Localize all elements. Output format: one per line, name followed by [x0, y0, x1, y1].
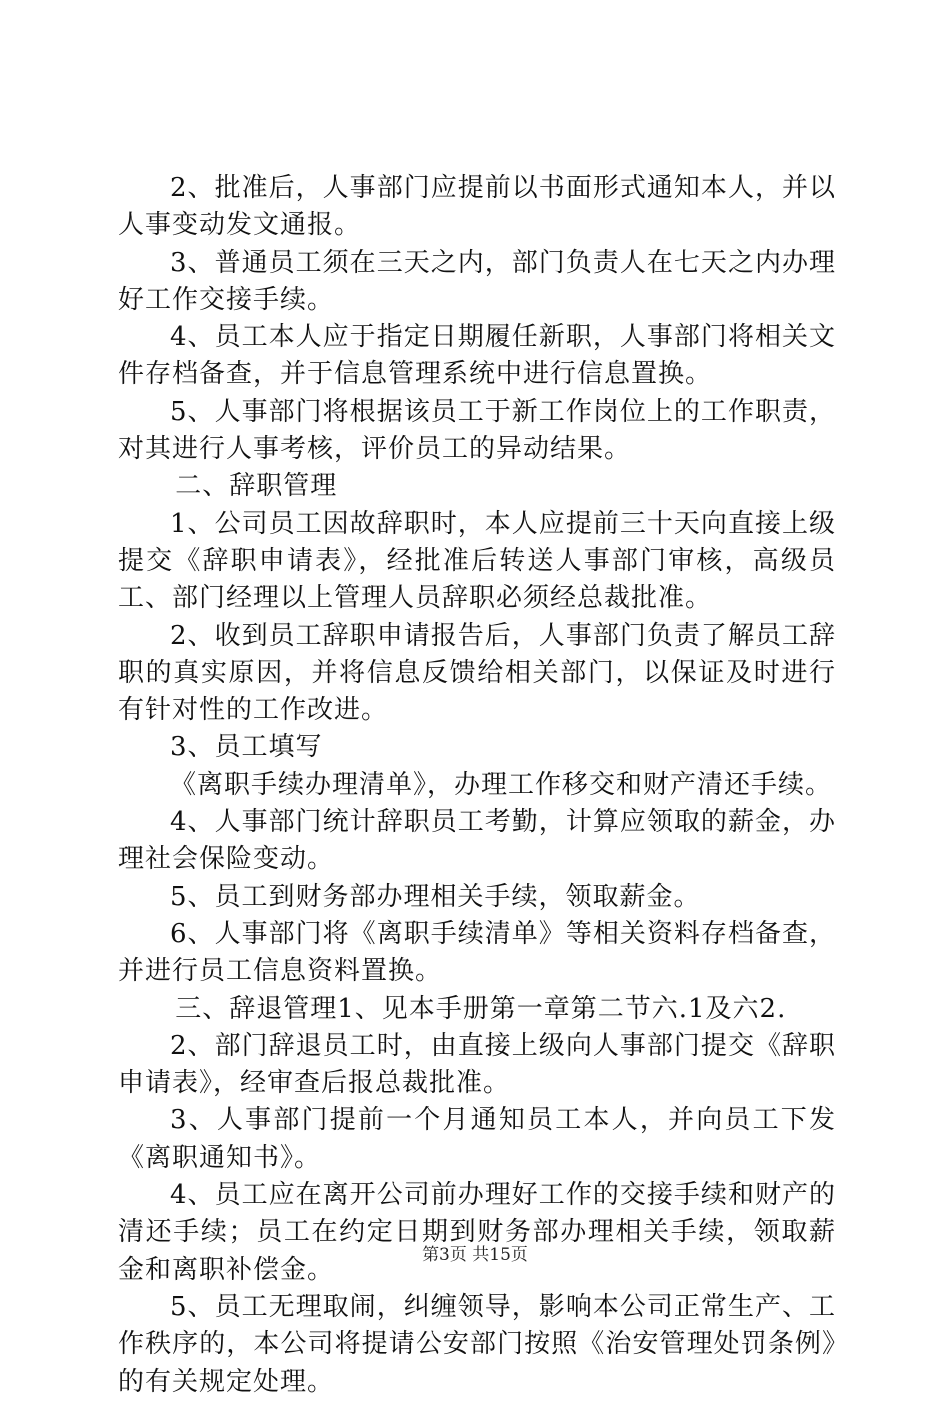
- paragraph: 1、公司员工因故辞职时，本人应提前三十天向直接上级提交《辞职申请表》，经批准后转送人事部门审核，高级员工、部门经理以上管理人员辞职必须经总裁批准。: [118, 508, 836, 614]
- paragraph: 5、员工无理取闹，纠缠领导，影响本公司正常生产、工作秩序的，本公司将提请公安部门按照《治安管理处罚条例》的有关规定处理。: [118, 1291, 836, 1397]
- paragraph: 3、普通员工须在三天之内，部门负责人在七天之内办理好工作交接手续。: [118, 247, 836, 315]
- document-body: [118, 170, 836, 1401]
- paragraph: 6、人事部门将《离职手续清单》等相关资料存档备查，并进行员工信息资料置换。: [118, 918, 836, 987]
- paragraph: 4、员工本人应于指定日期履任新职，人事部门将相关文件存档备查，并于信息管理系统中进行信息置换。: [118, 322, 836, 390]
- paragraph: 5、员工到财务部办理相关手续，领取薪金。: [170, 881, 701, 912]
- paragraph: 2、收到员工辞职申请报告后，人事部门负责了解员工辞职的真实原因，并将信息反馈给相关部门，以保证及时进行有针对性的工作改进。: [118, 620, 836, 726]
- paragraph: 2、批准后，人事部门应提前以书面形式通知本人，并以人事变动发文通报。: [118, 173, 836, 241]
- paragraph: 2、部门辞退员工时，由直接上级向人事部门提交《辞职申请表》，经审查后报总裁批准。: [118, 1030, 836, 1099]
- paragraph: 4、人事部门统计辞职员工考勤，计算应领取的薪金，办理社会保险变动。: [118, 807, 836, 875]
- paragraph: 《离职手续办理清单》，办理工作移交和财产清还手续。: [170, 769, 833, 800]
- section-heading: 二、辞职管理: [175, 471, 338, 502]
- paragraph: 3、人事部门提前一个月通知员工本人，并向员工下发《离职通知书》。: [118, 1105, 836, 1173]
- paragraph: 5、人事部门将根据该员工于新工作岗位上的工作职责，对其进行人事考核，评价员工的异动结果。: [118, 396, 836, 465]
- section-heading: 三、辞退管理1、见本手册第一章第二节六.1及六2.: [175, 993, 787, 1024]
- page-number-footer: 第3页 共15页: [422, 1245, 528, 1265]
- paragraph: 4、员工应在离开公司前办理好工作的交接手续和财产的清还手续；员工在约定日期到财务部办理相关手续，领取薪金和离职补偿金。: [118, 1180, 836, 1285]
- paragraph: 3、员工填写: [170, 732, 323, 763]
